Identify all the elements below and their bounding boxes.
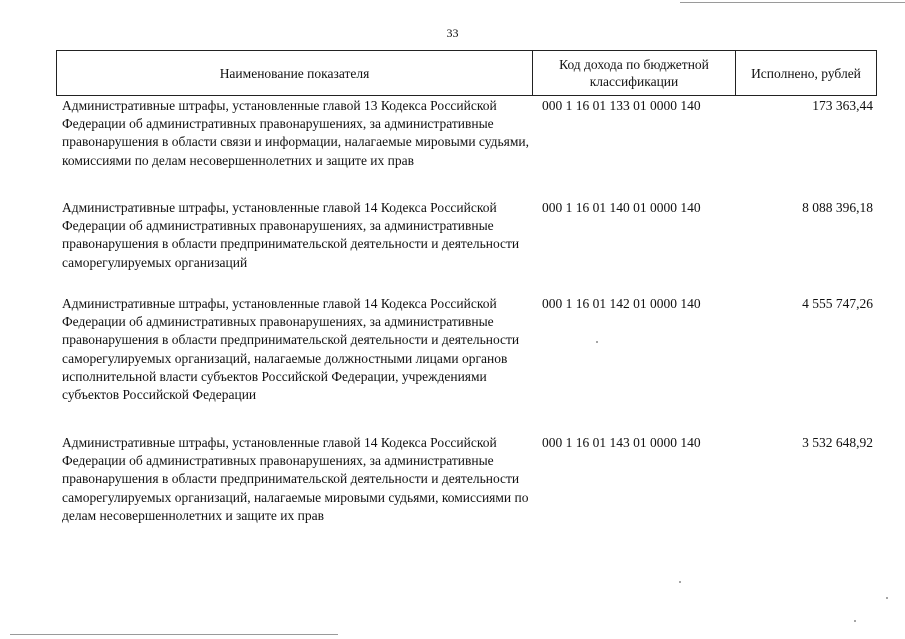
row-code: 000 1 16 01 143 01 0000 140 [542, 435, 701, 450]
row-name: Административные штрафы, установленные главой 14 Кодекса Российской Федерации об административных правонарушениях, за административные правонарушения в области предпринимательской деятельности и деятельности саморегулируемых организаций, налагаемые мировыми судьями, комиссиями по делам несовершеннолетних и защите их прав [62, 435, 529, 523]
row-amount: 173 363,44 [812, 98, 873, 113]
row-code: 000 1 16 01 142 01 0000 140 [542, 296, 701, 311]
row-amount: 3 532 648,92 [802, 435, 873, 450]
table-header [56, 50, 877, 96]
row-amount: 8 088 396,18 [802, 200, 873, 215]
row-code: 000 1 16 01 133 01 0000 140 [542, 98, 701, 113]
scan-speck [596, 341, 598, 343]
header-amount-column: Исполнено, рублей [751, 65, 861, 81]
scan-speck [886, 597, 888, 599]
scan-speck [854, 620, 856, 622]
header-name-column: Наименование показателя [57, 51, 533, 95]
scan-speck [679, 581, 681, 583]
row-amount: 4 555 747,26 [802, 296, 873, 311]
top-edge-line [680, 2, 905, 3]
row-name: Административные штрафы, установленные главой 14 Кодекса Российской Федерации об административных правонарушениях, за административные правонарушения в области предпринимательской деятельности и деятельности саморегулируемых организаций [62, 200, 520, 270]
row-code: 000 1 16 01 140 01 0000 140 [542, 200, 701, 215]
page-number: 33 [446, 26, 459, 40]
header-code-column: Код дохода по бюджетной классификации [533, 51, 736, 95]
bottom-edge-line [10, 634, 338, 635]
row-name: Административные штрафы, установленные главой 14 Кодекса Российской Федерации об административных правонарушениях, за административные правонарушения в области предпринимательской деятельности и деятельности саморегулируемых организаций, налагаемые должностными лицами органов исполнительной власти субъектов Российской Федерации, учреждениями субъектов Российской Федерации [62, 296, 520, 403]
row-name: Административные штрафы, установленные главой 13 Кодекса Российской Федерации об административных правонарушениях, за административные правонарушения в области связи и информации, налагаемые мировыми судьями, комиссиями по делам несовершеннолетних и защите их прав [62, 98, 530, 168]
